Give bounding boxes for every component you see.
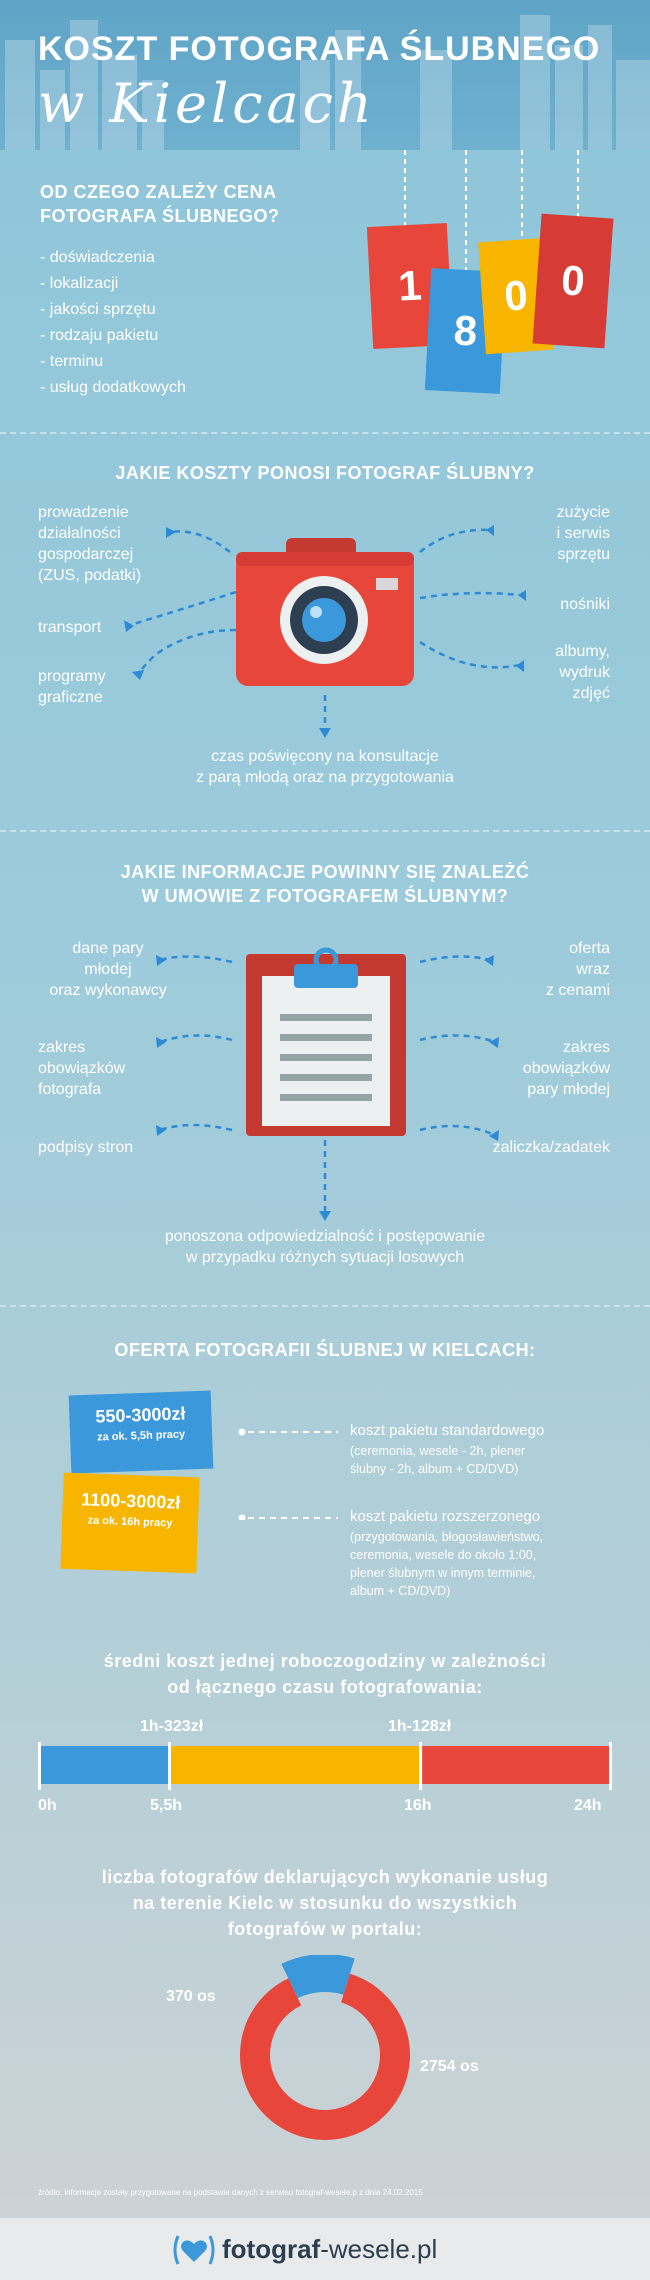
page-subtitle: w Kielcach — [38, 72, 376, 135]
tick-label: 0h — [38, 1797, 57, 1814]
cost-label: prowadzenie działalności gospodarczej (ZUS, podatki) — [38, 504, 142, 584]
contract-label: oferta wraz z cenami — [545, 940, 610, 999]
price-box-standard — [69, 1391, 214, 1474]
donut-slice — [290, 1973, 349, 1981]
cost-label: zużycie i serwis sprzętu — [556, 504, 610, 563]
cost-label: programy graficzne — [38, 668, 106, 706]
cost-label-bottom: czas poświęcony na konsultacje z parą młodą oraz na przygotowania — [196, 748, 454, 786]
tick-label: 5,5h — [150, 1797, 183, 1814]
cost-arrows — [0, 480, 650, 750]
donut-slice — [255, 1988, 395, 2125]
package-extended — [350, 1508, 543, 1600]
donut-label-large: 2754 os — [420, 2058, 479, 2075]
section1-heading-line2: FOTOGRAFA ŚLUBNEGO? — [40, 206, 280, 226]
source-note: źródło: informacje zostały przygotowane na podstawie danych z serwisu fotograf-wesele.p z dnia 24.02.2015 — [38, 2188, 423, 2197]
list-item: - rodzaju pakietu — [40, 323, 186, 349]
page-title: KOSZT FOTOGRAFA ŚLUBNEGO — [38, 30, 601, 68]
section3-heading-line1: JAKIE INFORMACJE POWINNY SIĘ ZNALEŻĆ — [120, 862, 530, 882]
contract-arrows — [0, 930, 650, 1230]
duration-extended: za ok. 16h pracy — [87, 1514, 173, 1530]
footer — [0, 2218, 650, 2280]
section-divider — [0, 432, 650, 434]
package-standard-title: koszt pakietu standardowego — [350, 1422, 545, 1439]
package-extended-desc: (przygotowania, błogosławieństwo, ceremonia, wesele do około 1:00, plener ślubnym w innym terminie, album + CD/DVD) — [350, 1530, 544, 1598]
price-box-extended — [60, 1473, 199, 1574]
section4-heading: OFERTA FOTOGRAFII ŚLUBNEJ W KIELCACH: — [114, 1340, 536, 1360]
package-standard — [350, 1422, 544, 1478]
section1-heading-line1: OD CZEGO ZALEŻY CENA — [40, 182, 277, 202]
rate-label-1: 1h-323zł — [140, 1718, 204, 1735]
package-standard-desc: (ceremonia, wesele - 2h, plener ślubny - 2h, album + CD/DVD) — [350, 1444, 526, 1476]
timeline-segment — [38, 1746, 170, 1784]
price-card-1: 1 — [367, 223, 453, 349]
tick-label: 16h — [404, 1797, 432, 1814]
price-card-3: 0 — [478, 238, 554, 354]
contract-label: zakres obowiązków pary młodej — [522, 1039, 610, 1098]
price-card-2: 8 — [425, 268, 506, 394]
timeline-bar — [38, 1742, 612, 1792]
brand-bold: fotograf — [222, 2234, 321, 2264]
section-divider — [0, 830, 650, 832]
timeline-segment — [170, 1746, 421, 1784]
cost-label: nośniki — [560, 596, 610, 613]
section3-heading-line2: W UMOWIE Z FOTOGRAFEM ŚLUBNYM? — [141, 886, 509, 906]
package-extended-title: koszt pakietu rozszerzonego — [350, 1508, 541, 1525]
heart-logo-icon — [172, 2232, 216, 2268]
list-item: - terminu — [40, 349, 186, 375]
contract-label: zaliczka/zadatek — [492, 1139, 610, 1156]
factors-list — [40, 245, 186, 401]
section2-heading: JAKIE KOSZTY PONOSI FOTOGRAF ŚLUBNY? — [115, 463, 535, 483]
package-connectors — [238, 1420, 348, 1520]
section5-heading: średni koszt jednej roboczogodziny w zależności od łącznego czasu fotografowania: — [103, 1651, 547, 1697]
section-divider — [0, 1305, 650, 1307]
list-item: - lokalizacji — [40, 271, 186, 297]
tick-label: 24h — [574, 1797, 602, 1814]
donut-chart — [225, 1955, 425, 2155]
rate-label-2: 1h-128zł — [388, 1718, 452, 1735]
price-extended: 1100-3000zł — [80, 1489, 181, 1513]
contract-label: dane pary młodej oraz wykonawcy — [49, 940, 167, 999]
price-card-4: 0 — [533, 214, 614, 349]
donut-label-small: 370 os — [166, 1988, 216, 2005]
cost-label: albumy, wydruk zdjęć — [555, 643, 610, 702]
contract-label-bottom: ponoszona odpowiedzialność i postępowanie w przypadku różnych sytuacji losowych — [164, 1228, 486, 1266]
brand-name[interactable] — [222, 2234, 437, 2265]
cost-label: transport — [38, 619, 102, 636]
list-item: - doświadczenia — [40, 245, 186, 271]
brand-rest: -wesele.pl — [320, 2234, 438, 2264]
list-item: - usług dodatkowych — [40, 375, 186, 401]
section1-heading — [40, 180, 280, 228]
list-item: - jakości sprzętu — [40, 297, 186, 323]
contract-label: zakres obowiązków fotografa — [38, 1039, 126, 1098]
section3-heading — [0, 860, 650, 908]
contract-label: podpisy stron — [38, 1139, 134, 1156]
duration-standard: za ok. 5,5h pracy — [96, 1428, 186, 1444]
price-standard: 550-3000zł — [95, 1403, 186, 1427]
timeline-segment — [421, 1746, 612, 1784]
section6-heading: liczba fotografów deklarujących wykonanie usług na terenie Kielc w stosunku do wszystkich fotografów w portalu: — [101, 1867, 549, 1939]
header-banner — [0, 0, 650, 150]
